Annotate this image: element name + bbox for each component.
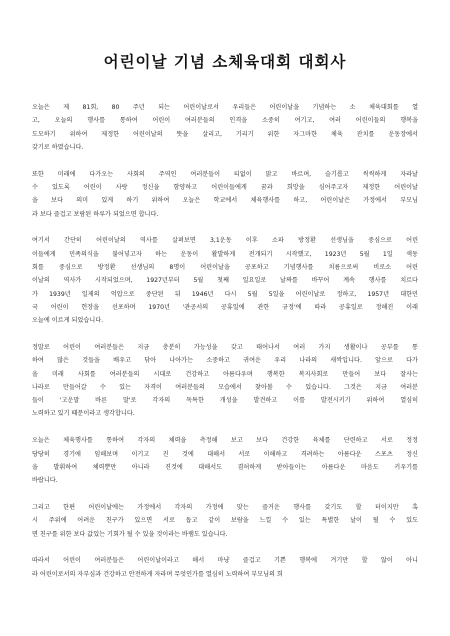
paragraph-line: 여기서 간단히 어린이날의 역사를 살펴보면 3,1운동 이후 소파 방정환 선생님을 중심으로 어린 [32, 237, 418, 245]
paragraph [32, 234, 418, 327]
document-body [32, 101, 418, 594]
paragraph-line: 이날의 역사가 시작되었으며, 1927년부터 5월 첫째 일요일로 날짜를 바꾸어 계속 행사를 치르다 [32, 277, 418, 285]
paragraph-line: 수 있도록 어린이 사랑 정신을 함양하고 어린이들에게 꿈과 희망을 심어주고자 제정한 어린이날 [32, 183, 418, 191]
paragraph-line: 국 어린이 헌장을 선포하며 1970년 '관공서의 공휴일에 관한 규정'에 따라 공휴일로 정해진 이래 [32, 303, 418, 311]
paragraph-line: 라 어린이로서의 자부심과 건강하고 안전하게 자라며 무엇인가를 열심히 노력하여 부모님의 희 [32, 570, 283, 578]
paragraph-line: 회를 중심으로 방정환 선생님의 8명이 어린이날을 공포하고 기념행사를 치름으로써 비로소 어린 [32, 263, 418, 271]
paragraph-line: 오늘은 체육행사를 통하여 각자의 체력을 측정해 보고 보다 건강한 육체를 단련하고 서로 정정 [32, 437, 418, 445]
paragraph-line: 도모하기 위하여 제정한 어린이날의 뜻을 살리고, 기리기 위한 자그마한 체육 잔치를 운동장에서 [32, 130, 418, 138]
paragraph-line: 을 보다 의미 있게 하기 위하여 오늘은 학교에서 체육행사를 하고, 어린이날은 가정에서 부모님 [32, 197, 418, 205]
paragraph-line: 가 1939년 일제의 억압으로 중단된 뒤 1946년 다시 5월 5일을 어린이날로 정하고, 1957년 대한민 [32, 290, 418, 298]
paragraph-line: 을 발휘하여 체력뿐만 아니라 진것에 대해서도 겸허하게 받아들이는 아름다운 마음도 키우기를 [32, 463, 418, 471]
paragraph-line: 면 친구를 위한 보다 값있는 기회가 될 수 있을 것이라는 바램도 있습니다. [32, 530, 228, 538]
paragraph [32, 554, 418, 581]
paragraph-line: 바랍니다. [32, 477, 58, 485]
paragraph-line: 시 주위에 어려운 친구가 있으면 서로 돕고 같이 보람을 느낄 수 있는 특별한 날이 될 수 있도 [32, 517, 418, 525]
paragraph [32, 168, 418, 221]
paragraph-line: 따라서 어린이 여러분들은 어린이날이라고 해서 마냥 즐겁고 기쁜 행복에 겨기만 할 않이 아니 [32, 557, 418, 565]
paragraph [32, 341, 418, 421]
paragraph-line: 또한 미래에 다가오는 사회의 주역인 여러분들이 티없이 맑고 바르며, 슬기롭고 씩씩하게 자라날 [32, 170, 418, 178]
paragraph-line: 오늘에 이르게 되었습니다. [32, 317, 104, 325]
paragraph [32, 501, 418, 541]
paragraph-line: 갖기로 하였습니다. [32, 143, 84, 151]
paragraph-line: 노력하고 있기 때문이라고 생각합니다. [32, 410, 135, 418]
paragraph-line: 이들에게 민족의식을 불어넣고자 하는 운동이 활발하게 전개되기 시작했고, 1923년 5월 1일 색동 [32, 250, 418, 258]
paragraph-line: 오늘은 제 81회, 80 주년 되는 어린이날로서 우리들은 어린이날을 기념하는 소 체육대회를 열 [32, 104, 418, 111]
paragraph-line: 나라로 만들어갈 수 있는 자격이 여러분들의 모습에서 찾아볼 수 있습니다. 그것은 지금 여러분 [32, 383, 418, 391]
paragraph-line: 그리고 한편 어린이날에는 가정에서 각자의 가정에 맞는 즐거운 행사를 갖기도 할 터이지만 혹 [32, 503, 418, 511]
paragraph-line: 들이 '고운말 바른 말'로 각자의 독특한 개성을 발견하고 이를 발전시키기 위하여 열심히 [32, 397, 418, 405]
paragraph-line: 당당히 경기에 임해보며 이기고 진 것에 대해서 서로 이해하고 격려하는 아름다운 스포츠 정신 [32, 450, 418, 458]
paragraph-line: 과 보다 즐겁고 보람된 하루가 되었으면 합니다. [32, 210, 159, 218]
document-title: 어린이날 기념 소체육대회 대회사 [103, 52, 347, 71]
paragraph-line: 고, 오늘의 행사를 통하여 어린이 여러분들의 인격을 소중히 여기고, 여러 어린이들의 행복을 [32, 117, 418, 125]
paragraph-line: 올 미래 사회를 여러분들의 시대로 건강하고 아름다우며 행복한 복지사회로 만들어 보다 잘사는 [32, 370, 418, 378]
paragraph [32, 101, 418, 154]
paragraph-line: 하여 많은 것들을 배우고 닦아 나아가는 소중하고 귀여운 우리 나라의 새싹입니다. 앞으로 다가 [32, 357, 418, 365]
paragraph-line: 정말로 어린이 여러분들은 지금 충분히 가능성을 갖고 태어나서 여러 가지 생활이나 공부를 통 [32, 343, 418, 351]
paragraph [32, 434, 418, 487]
